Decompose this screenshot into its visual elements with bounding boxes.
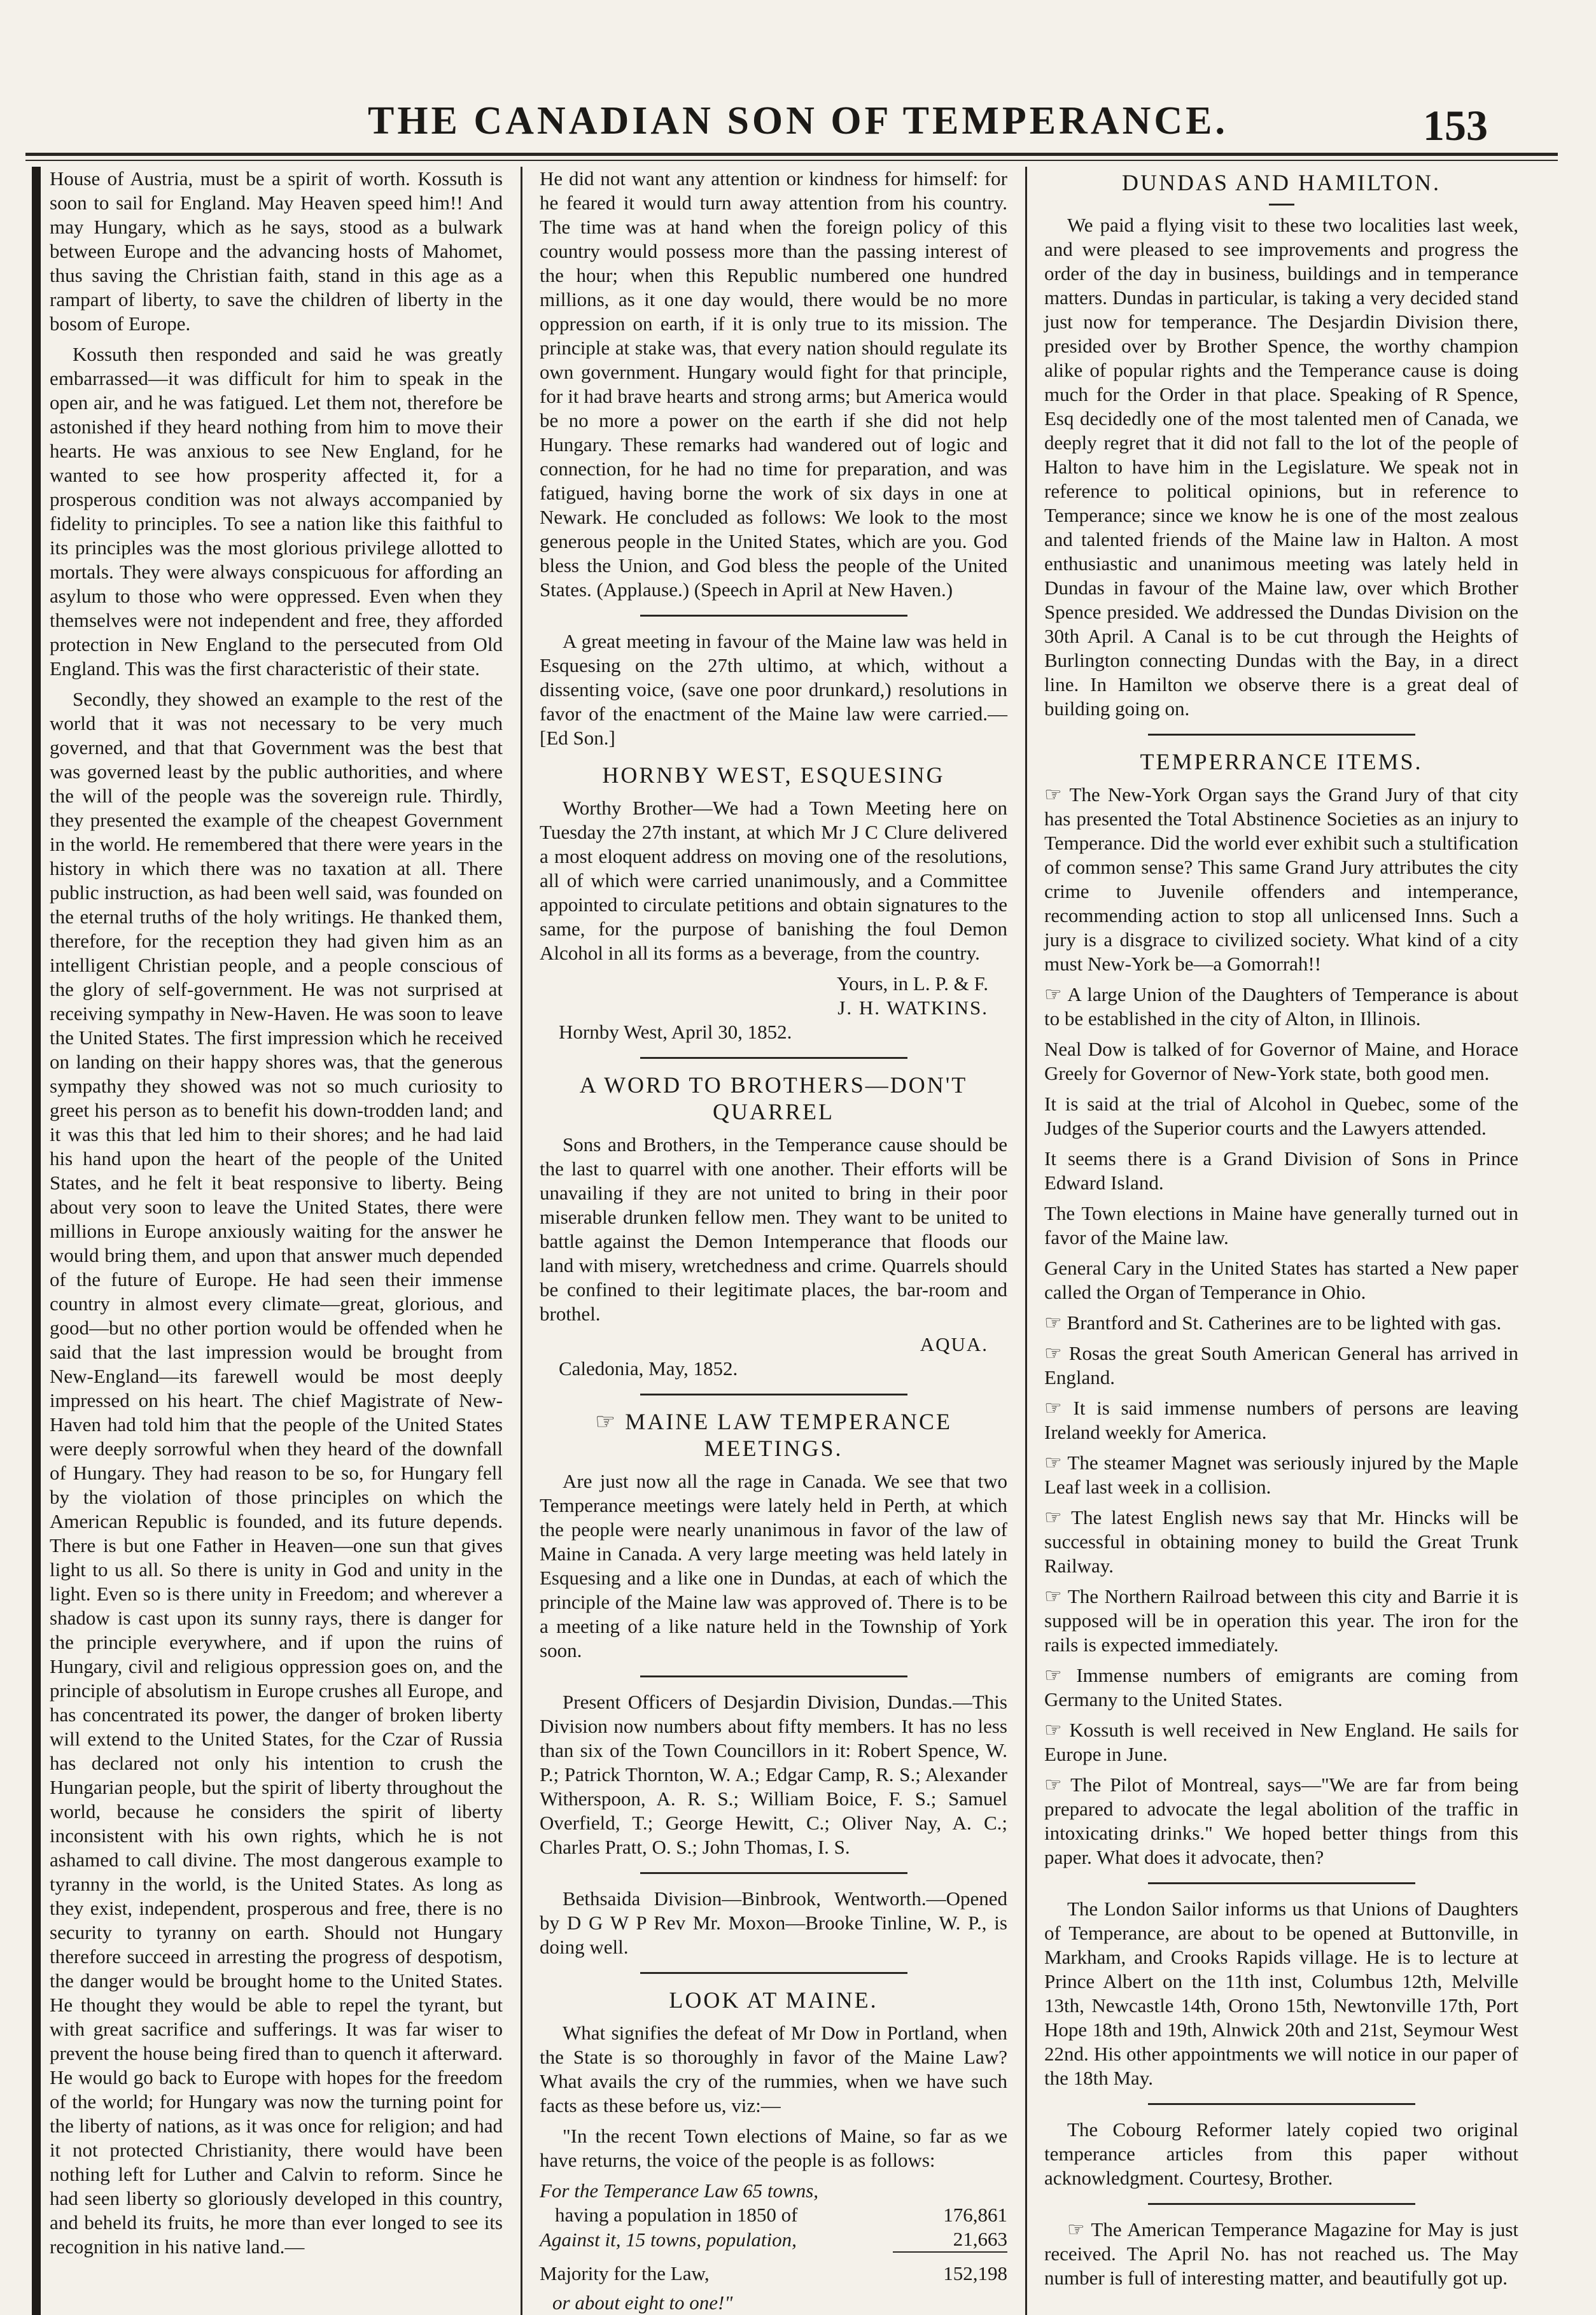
word-to-brothers-text: Sons and Brothers, in the Temperance cause should be the last to quarrel with one another. Their efforts will be unavailing if they are not united to bring in their poor miserable drunken fellow men. They want to be united to battle against the Demon Intemperance that floods our land with misery, wretchedness and crime. Quarrels should be confined to their legitimate places, the bar-room and brothel. [540, 1133, 1007, 1325]
maine-law-meetings-text: Are just now all the rage in Canada. We see that two Temperance meetings were lately held in Perth, at which the people were nearly unanimous in favor of the law of Maine in Canada. A very large meeting was held lately in Esquesing and a like one in Dundas, at each of which the principle of the Maine law was approved of. There is to be a meeting of a like nature held in the Township of York soon. [540, 1470, 1007, 1661]
vote-row [540, 2179, 1007, 2203]
esquesing-meeting: A great meeting in favour of the Maine law was held in Esquesing on the 27th ultimo, at which, without a dissenting voice, (save one poor drunkard,) resolutions in favor of the enactment of the Maine law were carried.—[Ed Son.] [540, 630, 1007, 749]
dundas-hamilton-text: We paid a flying visit to these two localities last week, and were pleased to see improvements and progress the order of the day in business, buildings and in temperance matters. Dundas in particular, is taking a very decided stand just now for temperance. The Desjardin Division there, presided over by Brother Spence, the worthy champion alike of popular rights and the Temperance cause is doing much for the Order in that place. Speaking of R Spence, Esq decidedly one of the most talented men of Canada, we deeply regret that it did not fall to the lot of the people of Halton to have him in the Legislature. We speak not in reference to political opinions, but in reference to Temperance; since we know he is one of the most zealous and talented friends of the Maine law in Halton. A most enthusiastic and unanimous meeting was lately held in Dundas in favour of the Maine law, over which Brother Spence presided. We addressed the Dundas Division on the 30th April. A Canal is to be cut through the Heights of Burlington connecting Dundas with the Bay, in a direct line. In Hamilton we observe there is a great deal of building going on. [1044, 214, 1518, 720]
speech-continued: He did not want any attention or kindness for himself: for he feared it would turn away attention from his country. The time was at hand when the foreign policy of this country would possess more than the passing interest of the hour; when this Republic numbered one hundred millions, as it one day would, there would be no more oppression on earth, if it is only true to its mission. The principle at stake was, that every nation should regulate its own government. Hungary would fight for that principle, for it had brave hearts and strong arms; but America would be no more a power on the earth if she did not help Hungary. These remarks had wandered out of logic and connection, for he had no time for preparation, and was fatigued, having borne the work of six days in one at Newark. He concluded as follows: We look to the most generous people in the United States, which are you. God bless the Union, and God bless the people of the United States. (Applause.) (Speech in April at New Haven.) [540, 167, 1007, 601]
section-divider [640, 1972, 907, 1974]
vote-value: 21,663 [893, 2227, 1007, 2252]
section-divider [1148, 734, 1415, 736]
vote-value: 152,198 [943, 2262, 1007, 2284]
aqua-signature: AQUA. [920, 1333, 988, 1355]
look-at-maine-quote: "In the recent Town elections of Maine, so far as we have returns, the voice of the people is as follows: [540, 2125, 1007, 2171]
section-divider [640, 1872, 907, 1874]
vote-label: Majority for the Law, [540, 2262, 710, 2284]
temperance-item: Neal Dow is talked of for Governor of Maine, and Horace Greely for Governor of New-York state, both good men. [1044, 1038, 1518, 1084]
section-divider [640, 615, 907, 617]
kossuth-paragraph-3: Secondly, they showed an example to the rest of the world that it was not necessary to be very much governed, and that that Government was the best that was governed least by the public authorities, and where the will of the people was the sovereign rule. Thirdly, they presented the example of the cheapest Government in the world. He remembered that there were years in the history in which there was no taxation at all. There public instruction, as had been well said, was founded on the eternal truths of the holy writings. He thanked them, therefore, for the reception they had given him as an intelligent Christian people, and a people conscious of the glory of self-government. He was not surprised at receiving sympathy in New-Haven. He was soon to leave the United States. The first impression which he received on landing on their happy shores was, that the generous sympathy they showed was not so much curiosity to greet his person as to benefit his down-trodden land; and it was this that led him to their shores; and he had laid his hand upon the heart of the people of the United States, and he felt it beat responsive to liberty. Being about very soon to leave the United States, there were millions in Europe anxiously waiting for the answer he would bring them, and upon that answer much depended of the future of Europe. He had seen their immense country in almost every climate—great, glorious, and good—but no other portion would be offended when he said that the last impression would be brought from New-England—its farewell would be most deeply impressed on his heart. The chief Magistrate of New-Haven had told him that the people of the United States were deeply sorrowful when they heard of the downfall of Hungary. They had reason to be so, for Hungary fell by the violation of those principles on which the American Republic is founded, and its future depends. There is but one Father in Heaven—one sun that gives light to us all. So there is unity in God and unity in the light. Even so is there unity in Freedom; and wherever a shadow is cast upon its sunny rays, there is danger for the principle everywhere, and if upon the ruins of Hungary, civil and religious oppression goes on, and the principle of absolutism in Europe crushes all Europe, and has concentrated its power, the danger of broken liberty will extend to the United States, for the Czar of Russia has declared not only his intention to crush the Hungarian people, but the spirit of liberty throughout the world, because he considers the spirit of liberty inconsistent with his own rights, which he is not ashamed to call divine. The most dangerous example to tyranny in the world, is the United States. As long as they exist, independent, prosperous and free, there is no security to tyranny on earth. Should not Hungary therefore succeed in arresting the progress of despotism, the danger would be brought home to the United States. He thought they would be able to repel the tyrant, but with great sacrifice and sufferings. It was far wiser to prevent the house being fired than to quench it afterward. He would go back to Europe with hopes for the freedom of the world; for Hungary was now the turning point for the liberty of nations, as it was once for religion; and had it not protected Christianity, there would have been nothing left for Luther and Calvin to reform. Since he had seen liberty so gloriously developed in this country, and beheld its fruits, he more than ever longed to see its recognition in his native land.— [50, 688, 503, 2258]
newspaper-title: THE CANADIAN SON OF TEMPERANCE. [367, 99, 1229, 143]
column-2 [540, 167, 1007, 2315]
temperance-item: ☞ Rosas the great South American General has arrived in England. [1044, 1342, 1518, 1388]
section-divider [640, 1057, 907, 1059]
temperance-item: ☞ A large Union of the Daughters of Temperance is about to be established in the city of Alton, in Illinois. [1044, 983, 1518, 1030]
temperance-item: ☞ Immense numbers of emigrants are coming from Germany to the United States. [1044, 1664, 1518, 1710]
cobourg-reformer-text: The Cobourg Reformer lately copied two original temperance articles from this paper without acknowledgment. Courtesy, Brother. [1044, 2118, 1518, 2189]
temperance-item: ☞ The New-York Organ says the Grand Jury of that city has presented the Total Abstinence Societies as an injury to Temperance. Did the world ever exhibit such a stultification of common sense? This same Grand Jury attributes the city crime to Juvenile offenders and intemperance, recommending action to stop all unlicensed Inns. Such a jury is a disgrace to civilized society. What kind of a city must New-York be—a Gomorrah!! [1044, 783, 1518, 975]
hornby-closing: Yours, in L. P. & F. [836, 972, 988, 995]
heading-rule [1269, 204, 1294, 206]
temperance-item: It is said at the trial of Alcohol in Quebec, some of the Judges of the Superior courts and the Lawyers attended. [1044, 1093, 1518, 1139]
temperance-items-heading: TEMPERRANCE ITEMS. [1140, 749, 1423, 774]
temperance-item: ☞ Brantford and St. Catherines are to be lighted with gas. [1044, 1311, 1502, 1334]
header-rule [25, 153, 1558, 161]
look-at-maine-closing: or about eight to one!" [552, 2291, 733, 2314]
columns [32, 167, 1559, 2314]
vote-value: 176,861 [943, 2204, 1007, 2226]
vote-row [540, 2252, 1007, 2286]
temperance-item: ☞ The Northern Railroad between this city and Barrie it is supposed will be in operation this year. The iron for the rails is expected immediately. [1044, 1585, 1518, 1656]
caledonia-dateline: Caledonia, May, 1852. [559, 1357, 738, 1380]
hornby-letter: Worthy Brother—We had a Town Meeting here on Tuesday the 27th instant, at which Mr J C Clure delivered a most eloquent address on moving one of the resolutions, all of which were carried unanimously, and a Committee appointed to circulate petitions and obtain signatures to the same, for the purpose of banishing the foul Demon Alcohol in all its forms as a beverage, from the country. [540, 797, 1007, 964]
look-at-maine-heading: LOOK AT MAINE. [669, 1987, 878, 2013]
kossuth-paragraph-1: House of Austria, must be a spirit of worth. Kossuth is soon to sail for England. May Heaven speed him!! And may Hungary, which as he says, stood as a bulwark between Europe and the advancing hosts of Mahomet, thus saving the Christian faith, stand in this age as a rampart of liberty, to save the children of liberty in the bosom of Europe. [50, 167, 503, 335]
temperance-item: ☞ The latest English news say that Mr. Hincks will be successful in obtaining money to build the Great Trunk Railway. [1044, 1506, 1518, 1577]
maine-law-meetings-heading: ☞ MAINE LAW TEMPERANCE MEETINGS. [594, 1409, 953, 1461]
desjardin-officers: Present Officers of Desjardin Division, Dundas.—This Division now numbers about fifty members. It has no less than six of the Town Councillors in it: Robert Spence, W. P.; Patrick Thornton, W. A.; Edgar Camp, R. S.; Alexander Witherspoon, A. R. S.; William Boice, F. S.; Samuel Overfield, T.; George Hewitt, C.; Oliver Nay, A. C.; Charles Pratt, O. S.; John Thomas, I. S. [540, 1691, 1007, 1858]
vote-label: having a population in 1850 of [555, 2204, 798, 2226]
column-3 [1044, 167, 1518, 2315]
temperance-magazine-text: ☞ The American Temperance Magazine for May is just received. The April No. has not reached us. The May number is full of interesting matter, and beautifully got up. [1044, 2218, 1518, 2289]
section-divider [1148, 2103, 1415, 2105]
temperance-item: ☞ Kossuth is well received in New England. He sails for Europe in June. [1044, 1719, 1518, 1765]
section-divider [640, 1675, 907, 1677]
vote-row [540, 2203, 1007, 2227]
temperance-item: The Town elections in Maine have generally turned out in favor of the Maine law. [1044, 1202, 1518, 1248]
section-divider [1148, 2203, 1415, 2205]
section-divider [1148, 1882, 1415, 1884]
london-sailor-text: The London Sailor informs us that Unions of Daughters of Temperance, are about to be opened at Buttonville, in Markham, and Crooks Rapids village. He is to lecture at Prince Albert on the 11th inst, Columbus 12th, Melville 13th, Newcastle 14th, Orono 15th, Newtonville 17th, Port Hope 18th and 19th, Alnwick 20th and 21st, Seymour West 22nd. His other appointments we will notice in our paper of the 18th May. [1044, 1898, 1518, 2089]
masthead [38, 95, 1558, 150]
kossuth-paragraph-2: Kossuth then responded and said he was greatly embarrassed—it was difficult for him to speak in the open air, and he was fatigued. Let them not, therefore be astonished if they heard nothing from him to move their hearts. He was anxious to see New England, for he wanted to see how prosperity affected it, for a prosperous condition was not always accompanied by fidelity to principles. To see a nation like this faithful to its principles was the most glorious privilege allotted to mortals. They were always conspicuous for affording an asylum to those who were oppressed. Even when they themselves were not independent and free, they afforded protection in New England to the persecuted from Old England. This was the first characteristic of their state. [50, 343, 503, 680]
page-number: 153 [1423, 101, 1488, 150]
temperance-item: ☞ The steamer Magnet was seriously injured by the Maple Leaf last week in a collision. [1044, 1451, 1518, 1498]
hornby-signature: J. H. WATKINS. [837, 997, 988, 1019]
temperance-item: It seems there is a Grand Division of Sons in Prince Edward Island. [1044, 1147, 1518, 1194]
vote-value [893, 2179, 1007, 2203]
word-to-brothers-heading: A WORD TO BROTHERS—DON'T QUARREL [579, 1072, 968, 1124]
temperance-item: ☞ It is said immense numbers of persons are leaving Ireland weekly for America. [1044, 1397, 1518, 1443]
look-at-maine-text: What signifies the defeat of Mr Dow in Portland, when the State is so thoroughly in favor of the Maine Law? What avails the cry of the rummies, when we have such facts as these before us, viz:— [540, 2022, 1007, 2116]
dundas-hamilton-heading: DUNDAS AND HAMILTON. [1121, 170, 1441, 195]
column-1 [32, 167, 503, 2315]
bethsaida-division: Bethsaida Division—Binbrook, Wentworth.—Opened by D G W P Rev Mr. Moxon—Brooke Tinline, W. P., is doing well. [540, 1887, 1007, 1958]
temperance-item: ☞ The Pilot of Montreal, says—"We are far from being prepared to advocate the legal abolition of the traffic in intoxicating drinks." We hoped better things from this paper. What does it advocate, then? [1044, 1773, 1518, 1868]
vote-label: For the Temperance Law 65 towns, [540, 2179, 819, 2202]
vote-label: Against it, 15 towns, population, [540, 2228, 797, 2251]
hornby-dateline: Hornby West, April 30, 1852. [559, 1021, 792, 1043]
section-divider [640, 1394, 907, 1395]
vote-row [540, 2227, 1007, 2252]
vote-table [540, 2179, 1007, 2286]
hornby-heading: HORNBY WEST, ESQUESING [602, 762, 945, 788]
temperance-item: General Cary in the United States has started a New paper called the Organ of Temperance in Ohio. [1044, 1257, 1518, 1303]
